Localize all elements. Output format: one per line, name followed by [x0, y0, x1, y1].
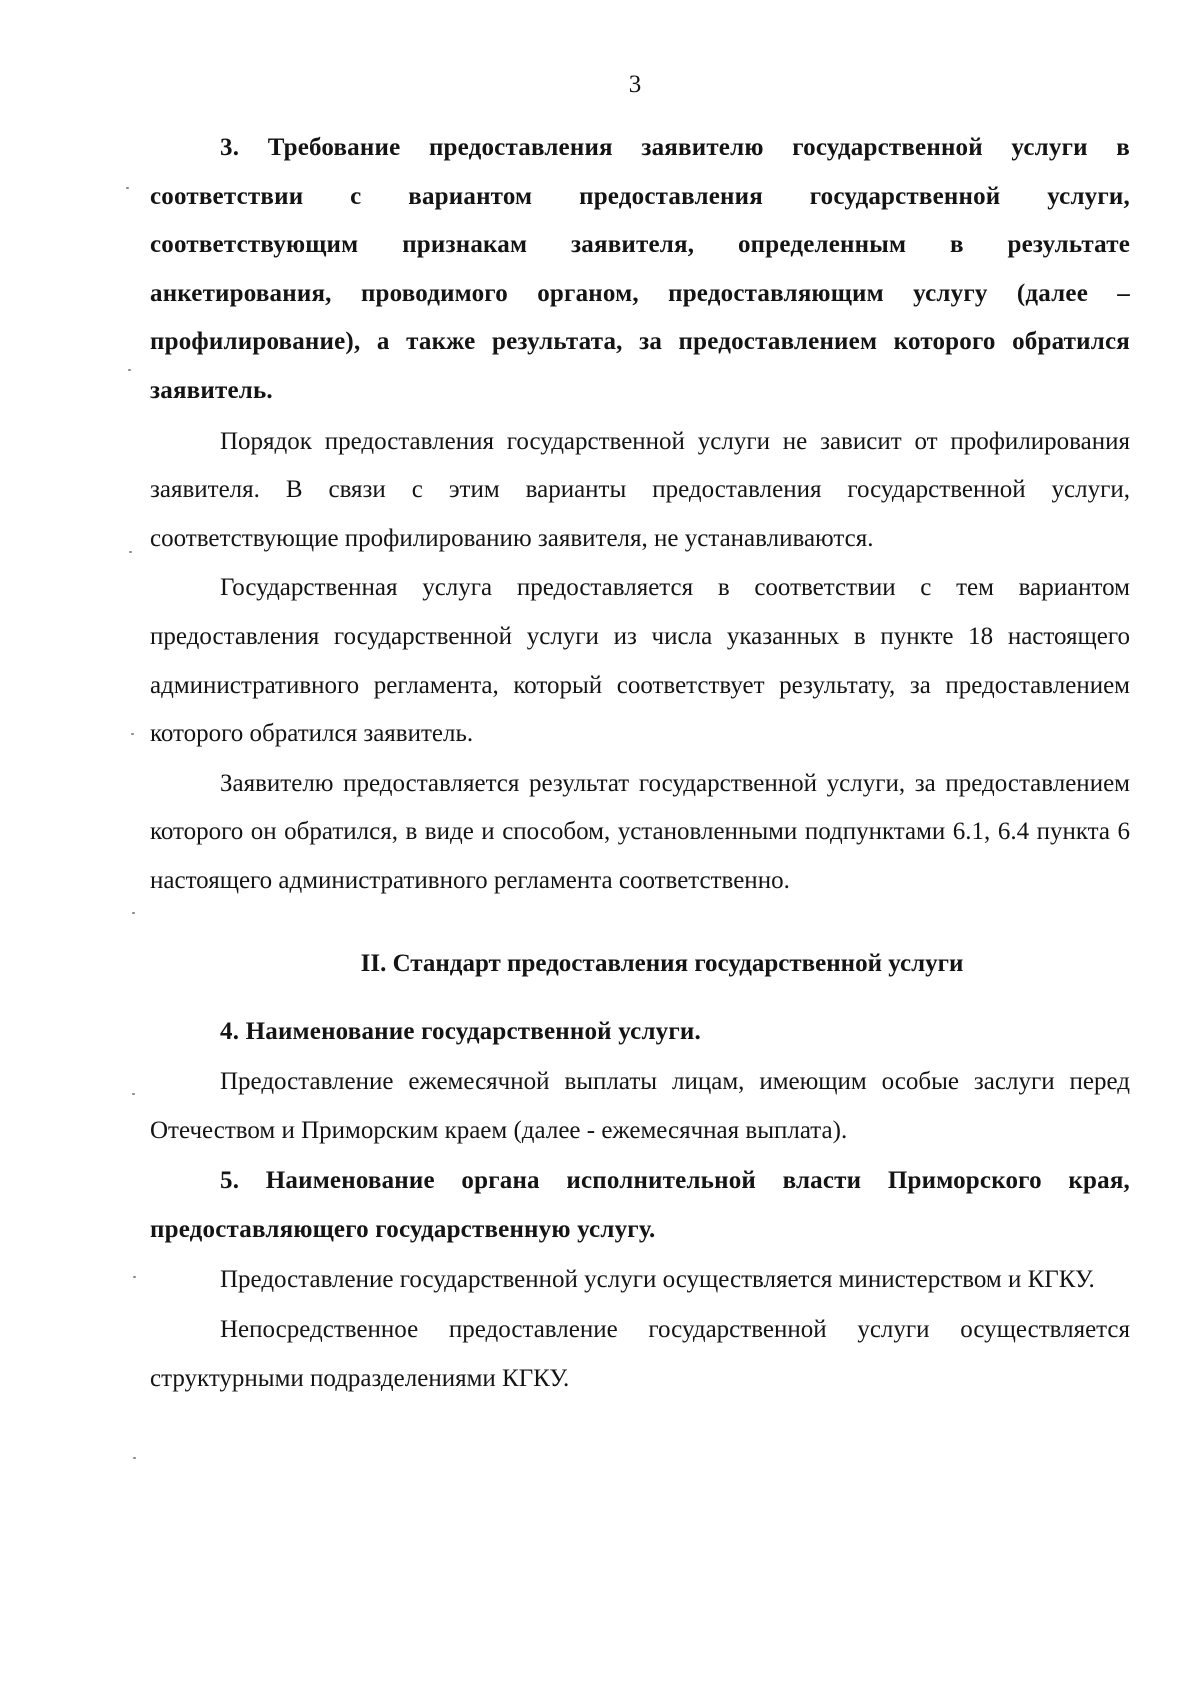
- section-2-heading: II. Стандарт предоставления государственной услуги: [360, 949, 964, 977]
- paragraph-result-provision: Заявителю предоставляется результат государственной услуги, за предоставлением которого он обратился, в виде и способом, установленными подпунктами 6.1, 6.4 пункта 6 настоящего административного регламента соответственно.: [150, 769, 1130, 894]
- page-number: 3: [628, 71, 642, 98]
- clause-4-heading: 4. Наименование государственной услуги.: [220, 1017, 701, 1045]
- scan-speck: [132, 1093, 135, 1095]
- scan-speck: [129, 551, 132, 553]
- paragraph-direct-provision: Непосредственное предоставление государственной услуги осуществляется структурными подразделениями КГКУ.: [150, 1316, 1130, 1392]
- clause-5-heading: 5. Наименование органа исполнительной власти Приморского края, предоставляющего государственную услугу.: [150, 1167, 1130, 1243]
- scan-speck: [126, 187, 129, 189]
- scan-speck: [132, 912, 135, 914]
- paragraph-ministry-provision: Предоставление государственной услуги осуществляется министерством и КГКУ.: [220, 1266, 1095, 1294]
- clause-3-heading: 3. Требование предоставления заявителю государственной услуги в соответствии с вариантом предоставления государственной услуги, соответствующим признакам заявителя, определенным в результате анкетирования, проводимого органом, предоставляющим услугу (далее – профилирование), а также результата, за предоставлением которого обратился заявитель.: [150, 134, 1130, 404]
- scan-speck: [131, 733, 134, 735]
- scan-speck: [133, 1276, 136, 1278]
- scan-speck: [133, 1457, 136, 1459]
- paragraph-service-name: Предоставление ежемесячной выплаты лицам, имеющим особые заслуги перед Отечеством и Приморским краем (далее - ежемесячная выплата).: [150, 1068, 1130, 1144]
- paragraph-service-variant: Государственная услуга предоставляется в соответствии с тем вариантом предоставления государственной услуги из числа указанных в пункте 18 настоящего административного регламента, который соответствует результату, за предоставлением которого обратился заявитель.: [150, 574, 1130, 748]
- scan-speck: [128, 369, 131, 371]
- page-content: [150, 124, 1130, 1403]
- paragraph-profiling-order: Порядок предоставления государственной услуги не зависит от профилирования заявителя. В связи с этим варианты предоставления государственной услуги, соответствующие профилированию заявителя, не устанавливаются.: [150, 427, 1130, 552]
